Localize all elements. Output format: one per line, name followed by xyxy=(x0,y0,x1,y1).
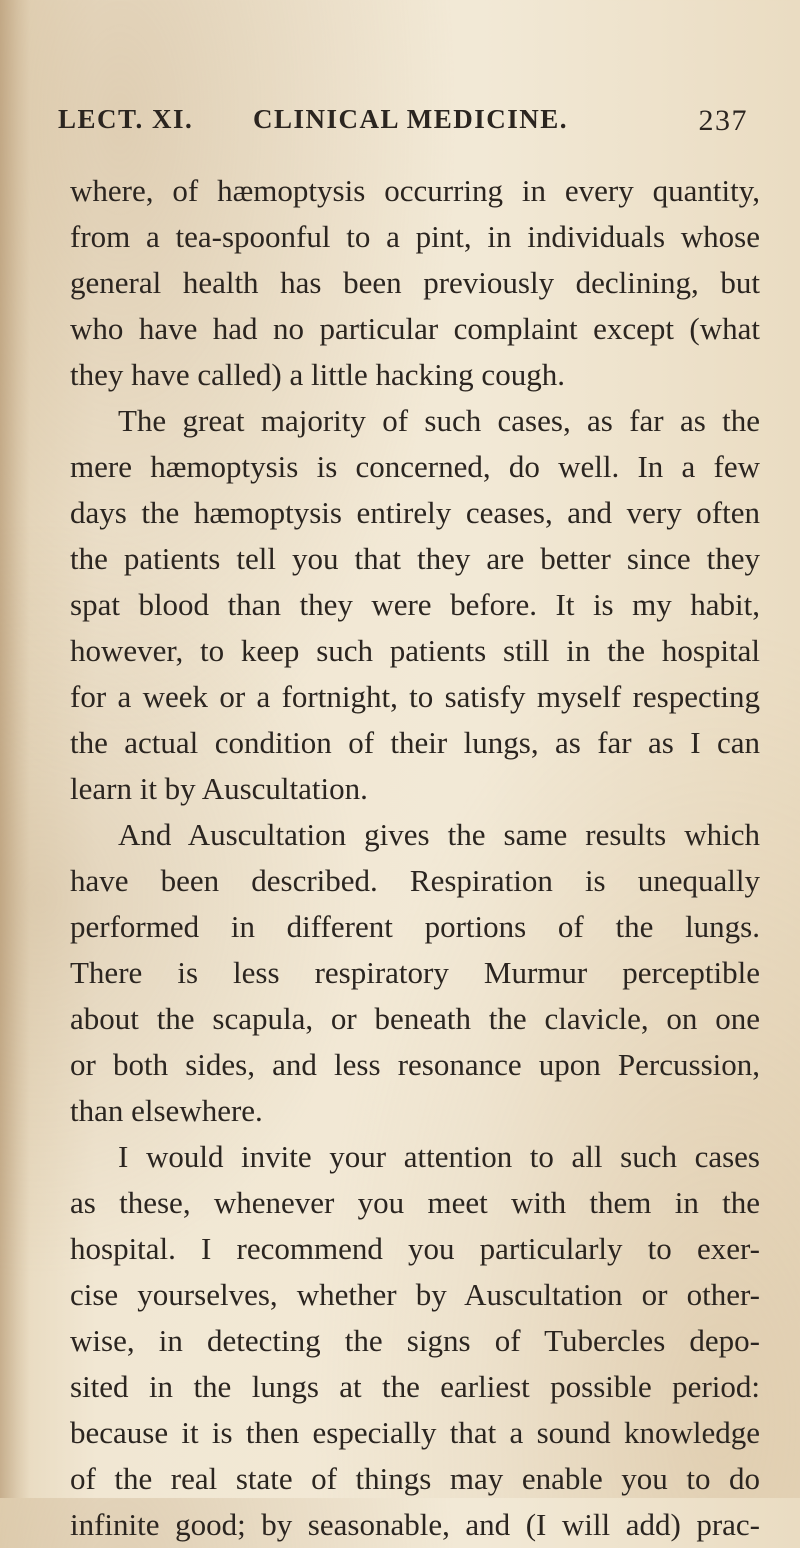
paragraph-start: And Auscultation gives the same results which xyxy=(118,817,760,852)
text-line: cise yourselves, whether by Auscultation or other- xyxy=(70,1277,760,1312)
paragraph-start: The great majority of such cases, as far as the xyxy=(118,403,760,438)
text-line: where, of hæmoptysis occurring in every quantity, xyxy=(70,173,760,208)
text-line: There is less respiratory Murmur perceptible xyxy=(70,955,760,990)
text-line: general health has been previously declining, but xyxy=(70,265,760,300)
text-line: as these, whenever you meet with them in the xyxy=(70,1185,760,1220)
body-text xyxy=(70,168,760,1548)
text-line: performed in different portions of the lungs. xyxy=(70,909,760,944)
running-head xyxy=(58,104,748,144)
text-line: however, to keep such patients still in the hospital xyxy=(70,633,760,668)
text-line: who have had no particular complaint except (what xyxy=(70,311,760,346)
text-line: from a tea-spoonful to a pint, in individuals whose xyxy=(70,219,760,254)
text-line: spat blood than they were before. It is my habit, xyxy=(70,587,760,622)
text-line: learn it by Auscultation. xyxy=(70,771,368,806)
text-line: the actual condition of their lungs, as far as I can xyxy=(70,725,760,760)
text-line: mere hæmoptysis is concerned, do well. In a few xyxy=(70,449,760,484)
text-line: wise, in detecting the signs of Tubercles depo- xyxy=(70,1323,760,1358)
text-line: days the hæmoptysis entirely ceases, and very often xyxy=(70,495,760,530)
text-line: the patients tell you that they are better since they xyxy=(70,541,760,576)
text-line: about the scapula, or beneath the clavicle, on one xyxy=(70,1001,760,1036)
book-title: CLINICAL MEDICINE. xyxy=(253,104,569,134)
text-line: than elsewhere. xyxy=(70,1093,263,1128)
text-line: they have called) a little hacking cough. xyxy=(70,357,565,392)
text-line: infinite good; by seasonable, and (I will add) prac- xyxy=(70,1507,760,1542)
text-line: hospital. I recommend you particularly to exer- xyxy=(70,1231,760,1266)
lecture-number: LECT. XI. xyxy=(58,104,194,134)
text-line: or both sides, and less resonance upon Percussion, xyxy=(70,1047,760,1082)
paragraph-start: I would invite your attention to all such cases xyxy=(118,1139,760,1174)
text-line: have been described. Respiration is unequally xyxy=(70,863,760,898)
page-edge-shadow xyxy=(0,0,30,1498)
text-line: of the real state of things may enable you to do xyxy=(70,1461,760,1496)
text-line: because it is then especially that a sound knowledge xyxy=(70,1415,760,1450)
text-line: sited in the lungs at the earliest possible period: xyxy=(70,1369,760,1404)
text-line: for a week or a fortnight, to satisfy myself respecting xyxy=(70,679,760,714)
page-number: 237 xyxy=(698,104,748,137)
